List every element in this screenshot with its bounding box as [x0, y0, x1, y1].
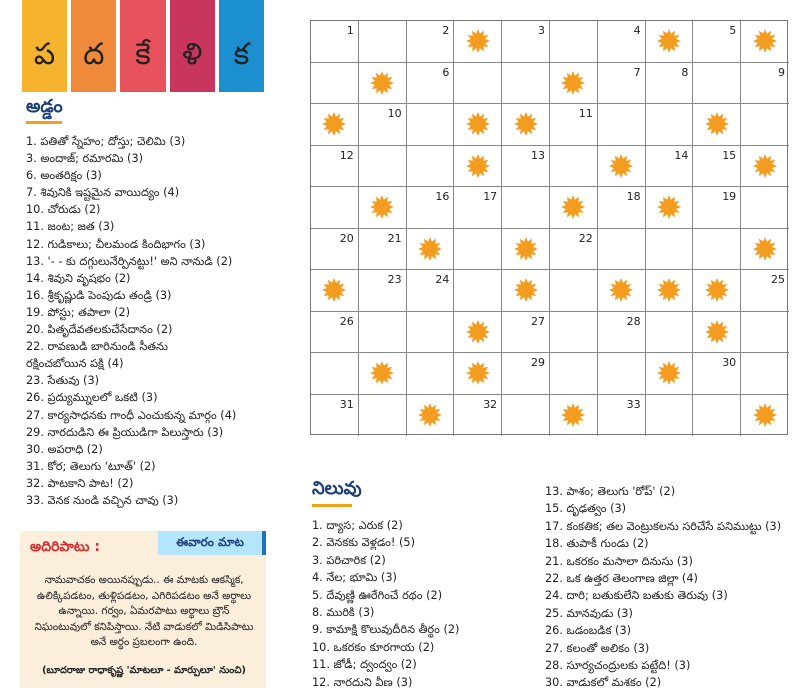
grid-cell — [311, 104, 359, 146]
grid-cell[interactable] — [646, 63, 694, 105]
clue-item: 1. ద్యాస; ఎరుక (2) — [312, 519, 403, 532]
grid-cell[interactable] — [741, 187, 789, 229]
grid-cell[interactable] — [311, 146, 359, 188]
grid-cell — [359, 353, 407, 395]
blocked-star-icon — [465, 153, 491, 179]
clue-number: 24 — [435, 273, 450, 286]
blocked-star-icon — [656, 28, 682, 54]
clue-item: 24. దారి; బతుకులేని బతుకు తెరువు (3) — [545, 589, 728, 603]
clue-item: 22. రావణుడి బారినుండి సీతను రక్షించబోయిన పక్షి (4) — [26, 340, 168, 371]
grid-cell[interactable] — [646, 395, 694, 437]
title-letter: కే — [135, 37, 151, 72]
grid-cell[interactable] — [693, 353, 741, 395]
clue-item: 3. పరిచారిక (2) — [312, 553, 386, 567]
clue-item: 10. చోరుడు (2) — [26, 203, 101, 217]
grid-cell[interactable] — [693, 21, 741, 63]
grid-cell[interactable] — [550, 146, 598, 188]
grid-cell[interactable] — [359, 229, 407, 271]
clue-number: 12 — [339, 148, 354, 162]
grid-cell[interactable] — [407, 353, 455, 395]
across-clue-list — [26, 133, 296, 509]
grid-cell[interactable] — [407, 187, 455, 229]
blocked-star-icon — [513, 111, 539, 137]
clue-number: 29 — [530, 356, 545, 369]
blocked-star-icon — [704, 111, 730, 137]
grid-cell — [646, 353, 694, 395]
grid-cell — [693, 312, 741, 354]
grid-cell[interactable] — [407, 146, 455, 188]
grid-cell — [502, 229, 550, 271]
clue-item: 31. కోర; తెలుగు 'టూత్' (2) — [26, 459, 156, 473]
clue-item: 19. పోస్టు; తపాలా (2) — [26, 305, 131, 319]
grid-cell[interactable] — [311, 395, 359, 437]
grid-cell[interactable] — [454, 229, 502, 271]
clue-number: 6 — [442, 65, 450, 79]
grid-cell — [550, 187, 598, 229]
clue-number: 3 — [537, 24, 545, 37]
title-tiles — [22, 0, 264, 92]
down-clue-list — [312, 517, 537, 691]
grid-cell[interactable] — [311, 187, 359, 229]
clue-number: 27 — [530, 314, 545, 328]
blocked-star-icon — [513, 277, 539, 303]
word-of-week-tag: ఈవారం మాట — [158, 531, 266, 555]
clue-item: 13. '- - కు దగ్గులునేర్పినట్టు!' అని నానుడి (2) — [26, 254, 233, 268]
grid-cell[interactable] — [741, 312, 789, 354]
blocked-star-icon — [369, 360, 395, 386]
grid-cell[interactable] — [741, 104, 789, 146]
clue-item: 2. వెనకకు వెళ్లడం! (5) — [312, 536, 415, 550]
grid-cell — [407, 395, 455, 437]
grid-cell[interactable] — [454, 63, 502, 105]
grid-cell — [598, 146, 646, 188]
grid-cell — [454, 146, 502, 188]
clue-number: 8 — [681, 65, 689, 79]
grid-cell[interactable] — [646, 104, 694, 146]
blocked-star-icon — [560, 70, 586, 96]
clue-item: 18. తుపాకీ గుండు (2) — [545, 537, 649, 551]
heading-underline — [26, 121, 62, 124]
clue-item: 12. నారదుని వీణ (3) — [312, 675, 413, 689]
grid-cell[interactable] — [359, 146, 407, 188]
grid-cell[interactable] — [550, 312, 598, 354]
grid-cell[interactable] — [550, 270, 598, 312]
across-heading: అడ్డం — [26, 96, 63, 117]
title-letter: ళి — [182, 37, 203, 72]
clue-number: 20 — [339, 231, 354, 245]
grid-cell — [407, 229, 455, 271]
blocked-star-icon — [321, 277, 347, 303]
grid-cell[interactable] — [454, 187, 502, 229]
grid-cell — [598, 270, 646, 312]
clue-item: 16. శ్రీకృష్ణుడి పెంపుడు తండ్రి (3) — [26, 288, 172, 302]
title-tile — [22, 0, 67, 92]
blocked-star-icon — [465, 111, 491, 137]
clue-item: 17. కంకతిక; తల వెంట్రుకలను సరిచేసే పనిముట్టు (3) — [545, 519, 782, 533]
grid-cell[interactable] — [407, 312, 455, 354]
clue-number: 26 — [339, 314, 354, 328]
grid-cell[interactable] — [502, 21, 550, 63]
clue-item: 29. నారదుడిని ఈ ప్రియుడిగా పిలుస్తారు (3) — [26, 425, 224, 439]
grid-cell[interactable] — [598, 104, 646, 146]
grid-cell — [741, 146, 789, 188]
clue-item: 26. ఒడంబడిక (3) — [545, 624, 632, 638]
grid-cell[interactable] — [598, 21, 646, 63]
blocked-star-icon — [417, 236, 443, 262]
clue-item: 1. పతితో స్నేహం; దోస్తు; చెలిమి (3) — [26, 135, 186, 148]
clue-item: 15. దృఢత్వం (3) — [545, 502, 627, 516]
clue-item: 5. దేవుణ్ణి ఊరేగించే రథం (2) — [312, 588, 443, 602]
word-of-week-box — [20, 531, 266, 688]
clue-item: 30. అపరాధి (2) — [26, 442, 103, 456]
clue-item: 11. జోడీ; ద్వంద్వం (2) — [312, 658, 417, 672]
clue-number: 1 — [346, 24, 354, 37]
title-tile — [219, 0, 264, 92]
grid-cell[interactable] — [646, 312, 694, 354]
blocked-star-icon — [465, 319, 491, 345]
blocked-star-icon — [465, 360, 491, 386]
blocked-star-icon — [369, 194, 395, 220]
grid-cell — [359, 187, 407, 229]
grid-cell[interactable] — [502, 395, 550, 437]
clue-item: 30. వాడుకలో మశకం (2) — [545, 676, 662, 690]
grid-cell[interactable] — [550, 21, 598, 63]
clue-number: 5 — [729, 24, 737, 37]
heading-underline — [312, 504, 352, 507]
clue-number: 25 — [770, 273, 785, 286]
grid-cell — [646, 187, 694, 229]
grid-cell[interactable] — [598, 395, 646, 437]
grid-cell — [502, 104, 550, 146]
word-title: అదిరిపాటు : — [30, 539, 100, 555]
grid-cell — [550, 395, 598, 437]
clue-item: 13. పాశం; తెలుగు 'రోప్' (2) — [545, 485, 676, 498]
grid-cell[interactable] — [359, 270, 407, 312]
clue-item: 23. సేతువు (3) — [26, 374, 100, 388]
blocked-star-icon — [704, 319, 730, 345]
clue-number: 18 — [626, 190, 641, 203]
clue-number: 21 — [387, 231, 402, 245]
grid-cell — [454, 21, 502, 63]
grid-cell[interactable] — [550, 353, 598, 395]
grid-cell[interactable] — [741, 353, 789, 395]
clue-number: 33 — [626, 397, 641, 411]
blocked-star-icon — [608, 153, 634, 179]
grid-cell — [741, 21, 789, 63]
grid-cell[interactable] — [359, 21, 407, 63]
blocked-star-icon — [560, 194, 586, 220]
clue-number: 17 — [483, 190, 498, 203]
grid-cell[interactable] — [407, 63, 455, 105]
crossword-grid — [310, 20, 788, 435]
blocked-star-icon — [704, 277, 730, 303]
clue-item: 8. మురికి (3) — [312, 606, 375, 620]
clue-item: 9. కామాక్షి కొలువుదీరిన తీర్థం (2) — [312, 623, 460, 637]
grid-cell[interactable] — [359, 312, 407, 354]
grid-cell[interactable] — [598, 353, 646, 395]
grid-cell[interactable] — [454, 270, 502, 312]
blocked-star-icon — [752, 236, 778, 262]
clue-item: 10. ఒకరకం కూరగాయ (2) — [312, 640, 435, 654]
grid-cell[interactable] — [311, 353, 359, 395]
grid-cell — [454, 353, 502, 395]
grid-cell — [359, 63, 407, 105]
blocked-star-icon — [321, 111, 347, 137]
grid-cell[interactable] — [407, 270, 455, 312]
grid-cell[interactable] — [359, 104, 407, 146]
grid-cell — [646, 270, 694, 312]
word-source: (బూదరాజు రాధాకృష్ణ 'మాటలూ - మార్పులూ' నుంచి) — [42, 665, 246, 676]
clue-item: 22. ఒక ఉత్తర తెలంగాణ జిల్లా (4) — [545, 572, 698, 586]
blocked-star-icon — [656, 360, 682, 386]
grid-cell[interactable] — [311, 229, 359, 271]
grid-cell[interactable] — [454, 395, 502, 437]
blocked-star-icon — [752, 402, 778, 428]
grid-cell[interactable] — [407, 21, 455, 63]
clue-item: 32. పాటకాని పాట! (2) — [26, 476, 134, 490]
grid-cell[interactable] — [598, 63, 646, 105]
grid-cell[interactable] — [741, 270, 789, 312]
clue-item: 12. గుడికాలు; చీలమండ కిందిభాగం (3) — [26, 237, 206, 251]
clue-number: 32 — [483, 397, 498, 411]
clue-item: 25. మానవుడు (3) — [545, 606, 633, 620]
grid-cell[interactable] — [598, 229, 646, 271]
clue-item: 21. ఒకరకం మసాలా దినుసు (3) — [545, 554, 693, 568]
clue-number: 14 — [674, 148, 689, 162]
title-letter: ప — [33, 37, 56, 72]
clue-number: 11 — [578, 107, 593, 120]
clue-item: 6. అంతరిక్షం (3) — [26, 169, 102, 183]
blocked-star-icon — [513, 236, 539, 262]
grid-cell[interactable] — [311, 63, 359, 105]
grid-cell — [550, 63, 598, 105]
clue-number: 28 — [626, 314, 641, 328]
grid-cell — [693, 270, 741, 312]
grid-cell[interactable] — [502, 146, 550, 188]
grid-cell — [741, 395, 789, 437]
grid-cell — [741, 229, 789, 271]
grid-cell[interactable] — [598, 187, 646, 229]
grid-cell[interactable] — [693, 229, 741, 271]
clue-item: 27. కార్యసాధనకు గాంధీ ఎంచుకున్న మార్గం (4) — [26, 408, 237, 422]
title-letter: క — [233, 37, 250, 72]
grid-cell[interactable] — [311, 21, 359, 63]
clue-number: 31 — [339, 397, 354, 411]
blocked-star-icon — [656, 194, 682, 220]
grid-cell[interactable] — [359, 395, 407, 437]
grid-cell[interactable] — [407, 104, 455, 146]
clue-item: 7. శివునికి ఇష్టమైన వాయిద్యం (4) — [26, 186, 180, 200]
title-tile — [170, 0, 215, 92]
clue-item: 28. సూర్యచంద్రులకు పట్టేది! (3) — [545, 659, 691, 673]
grid-cell[interactable] — [502, 187, 550, 229]
blocked-star-icon — [465, 28, 491, 54]
clue-number: 4 — [633, 24, 641, 37]
clue-item: 26. ప్రద్యుమ్నులలో ఒకటి (3) — [26, 391, 158, 405]
clue-number: 15 — [722, 148, 737, 162]
clue-number: 19 — [722, 190, 737, 203]
grid-cell — [454, 312, 502, 354]
clue-number: 16 — [435, 190, 450, 203]
title-tile — [120, 0, 165, 92]
grid-cell[interactable] — [502, 312, 550, 354]
clue-number: 30 — [722, 356, 737, 369]
clue-item: 11. జంట; జత (3) — [26, 220, 115, 234]
clue-number: 22 — [578, 231, 593, 245]
clue-number: 23 — [387, 273, 402, 286]
clue-number: 10 — [387, 107, 402, 120]
blocked-star-icon — [369, 70, 395, 96]
clue-number: 13 — [530, 148, 545, 162]
grid-cell — [311, 270, 359, 312]
grid-cell[interactable] — [646, 229, 694, 271]
down-heading: నిలువు — [312, 478, 362, 499]
title-letter: ద — [83, 37, 105, 72]
grid-cell[interactable] — [693, 63, 741, 105]
grid-cell[interactable] — [502, 353, 550, 395]
blocked-star-icon — [752, 153, 778, 179]
blocked-star-icon — [417, 402, 443, 428]
grid-cell[interactable] — [550, 104, 598, 146]
clue-item: 33. వెనక నుండి వచ్చిన చావు (3) — [26, 493, 179, 507]
title-tile — [71, 0, 116, 92]
grid-cell[interactable] — [598, 312, 646, 354]
clue-item: 3. అందాజ్; రమారమి (3) — [26, 152, 144, 166]
clue-number: 7 — [633, 65, 641, 79]
down-clue-list — [545, 483, 795, 692]
word-meaning-text: నామవాచకం అయినప్పుడు.. ఈ మాటకు ఆకస్మిక, ఉలిక్కిపడటం, తుళ్లిపడటం, ఎగిరిపడటం అనే అర్థాలు ఉన్నాయి. గర్వం, ఏమరపాటు అర్థాలు బ్రౌన్ నిఘంటువులో కనిపిస్తాయి. నేటి వాడుకలో మిడిసిపాటు అనే అర్థం ప్రబలంగా ఉంది. — [34, 574, 254, 648]
clue-number: 2 — [442, 24, 450, 37]
grid-cell[interactable] — [550, 229, 598, 271]
clue-item: 20. పితృదేవతలకుచేసేదానం (2) — [26, 323, 173, 337]
grid-cell[interactable] — [741, 63, 789, 105]
blocked-star-icon — [608, 277, 634, 303]
clue-item: 4. నేల; భూమి (3) — [312, 571, 397, 585]
blocked-star-icon — [560, 402, 586, 428]
grid-cell — [454, 104, 502, 146]
grid-cell — [502, 270, 550, 312]
clue-item: 14. శివుని వృషభం (2) — [26, 271, 131, 285]
grid-cell[interactable] — [693, 187, 741, 229]
blocked-star-icon — [752, 28, 778, 54]
clue-number: 9 — [777, 65, 785, 79]
blocked-star-icon — [656, 277, 682, 303]
grid-cell — [693, 104, 741, 146]
grid-cell[interactable] — [693, 395, 741, 437]
clue-item: 27. కలంతో అలికం (3) — [545, 641, 650, 655]
grid-cell[interactable] — [502, 63, 550, 105]
grid-cell — [646, 21, 694, 63]
grid-cell[interactable] — [693, 146, 741, 188]
grid-cell[interactable] — [646, 146, 694, 188]
grid-cell[interactable] — [311, 312, 359, 354]
